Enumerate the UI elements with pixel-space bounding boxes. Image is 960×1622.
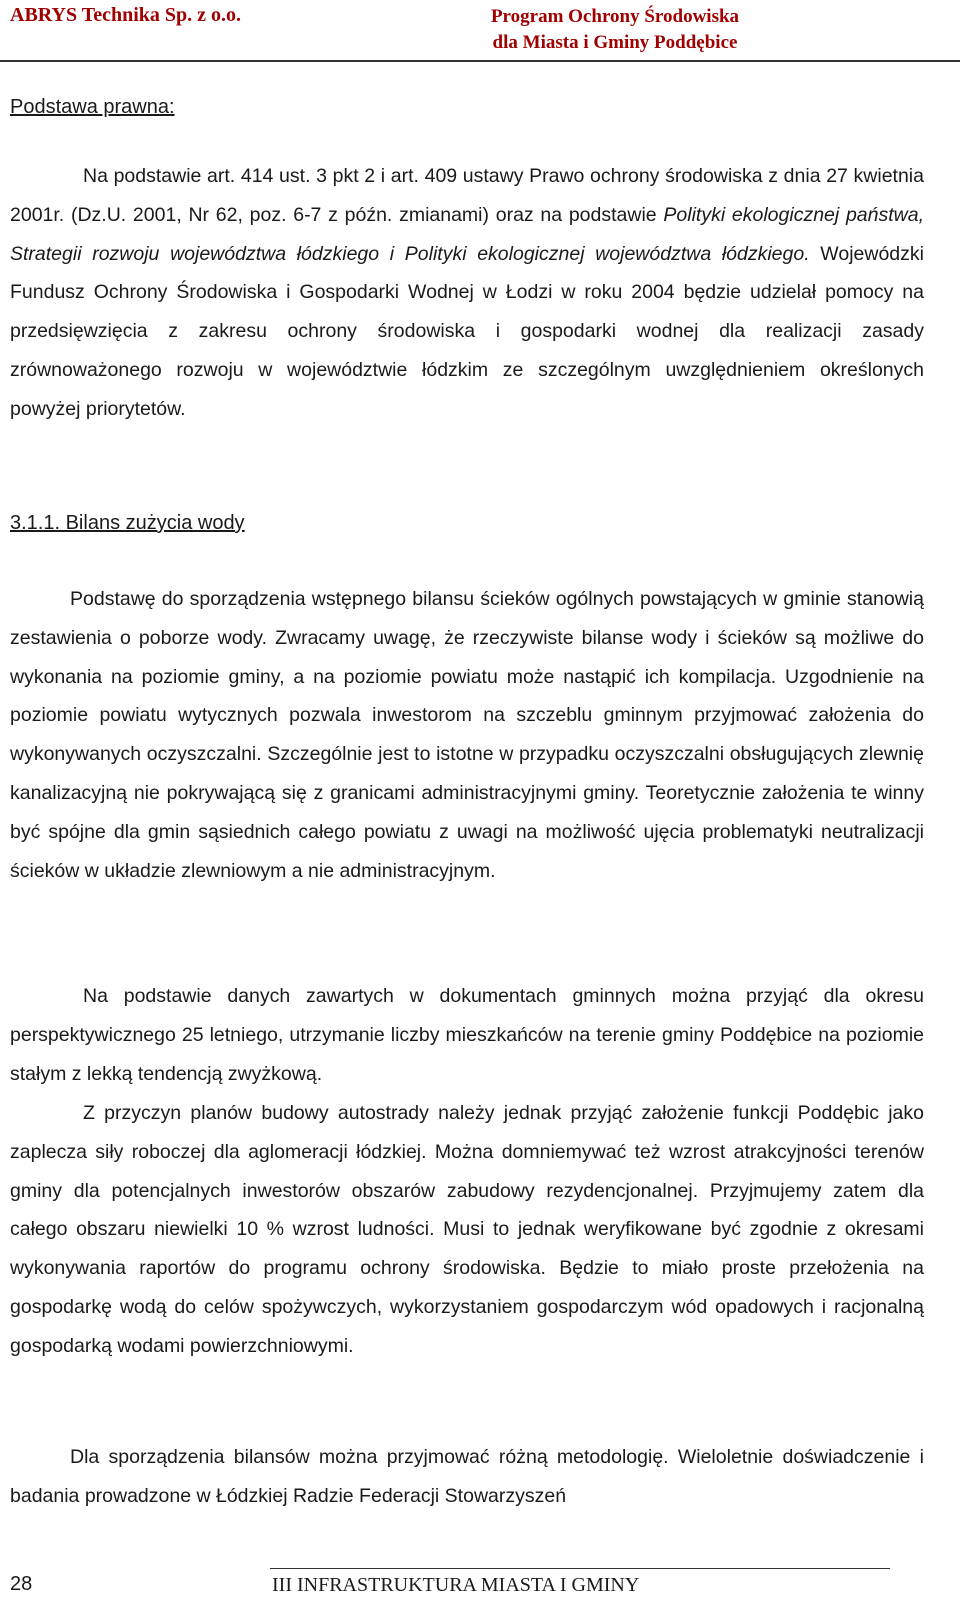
paragraph-legal-basis xyxy=(10,157,924,429)
program-title-line2: dla Miasta i Gminy Poddębice xyxy=(492,32,738,53)
program-title-line1: Program Ochrony Środowiska xyxy=(490,6,740,27)
paragraph-legal-basis-start: Na podstawie art. 414 ust. 3 pkt 2 i art. 409 ustawy Prawo ochrony środowiska z dnia 27 kwietnia 2001r. (Dz.U. 2001, Nr 62, poz. 6-7 z późn. zmianami) oraz na podstawie xyxy=(10,165,924,226)
paragraph-population: Na podstawie danych zawartych w dokumentach gminnych można przyjąć dla okresu perspektywicznego 25 letniego, utrzymanie liczby mieszkańców na terenie gminy Poddębice na poziomie stałym z lekką tendencją zwyżkową. xyxy=(10,985,924,1085)
paragraph-water-balance: Podstawę do sporządzenia wstępnego bilansu ścieków ogólnych powstających w gminie stanowią zestawienia o poborze wody. Zwracamy uwagę, że rzeczywiste bilanse wody i ścieków są możliwe do wykonania na poziomie gminy, a na poziomie powiatu może nastąpić ich kompilacja. Uzgodnienie na poziomie powiatu wytycznych pozwala inwestorom na szczeblu gminnym przyjmować założenia do wykonywanych oczyszczalni. Szczególnie jest to istotne w przypadku oczyszczalni obsługujących zlewnię kanalizacyjną nie pokrywającą się z granicami administracyjnymi gminy. Teoretycznie założenia te winny być spójne dla gmin sąsiednich całego powiatu z uwagi na możliwość ujęcia problematyki neutralizacji ścieków w układzie zlewniowym a nie administracyjnym. xyxy=(10,588,924,882)
paragraph-methodology: Dla sporządzenia bilansów można przyjmować różną metodologię. Wieloletnie doświadczenie i badania prowadzone w Łódzkiej Radzie Federacji Stowarzyszeń xyxy=(10,1446,924,1507)
company-name: ABRYS Technika Sp. z o.o. xyxy=(10,4,242,26)
section-label: Podstawa prawna: xyxy=(10,96,175,118)
paragraph-legal-basis-italic: Polityki ekologicznej państwa, Strategii rozwoju województwa łódzkiego i Polityki ekologicznej województwa łódzkiego. xyxy=(10,203,924,265)
paragraph-highway: Z przyczyn planów budowy autostrady należy jednak przyjąć założenie funkcji Poddębic jako zaplecza siły roboczej dla aglomeracji łódzkiej. Można domniemywać też wzrost atrakcyjności terenów gminy dla potencjalnych inwestorów obszarów zabudowy rezydencjonalnej. Przyjmujemy zatem dla całego obszaru niewielki 10 % wzrost ludności. Musi to jednak weryfikowane być zgodnie z okresami wykonywania raportów do programu ochrony środowiska. Będzie to miało proste przełożenia na gospodarkę wodą do celów spożywczych, wykorzystaniem gospodarczym wód opadowych i racjonalną gospodarką wodami powierzchniowymi. xyxy=(10,1102,924,1357)
footer-chapter-title: III INFRASTRUKTURA MIASTA I GMINY xyxy=(272,1574,640,1596)
program-title xyxy=(470,4,760,56)
header-rule xyxy=(0,60,960,62)
subsection-heading: 3.1.1. Bilans zużycia wody xyxy=(10,512,245,534)
paragraph-legal-basis-end: Wojewódzki Fundusz Ochrony Środowiska i Gospodarki Wodnej w Łodzi w roku 2004 będzie udzielał pomocy na przedsięwzięcia z zakresu ochrony środowiska i gospodarki wodnej dla realizacji zasady zrównoważonego rozwoju w województwie łódzkim ze szczególnym uwzględnieniem określonych powyżej priorytetów. xyxy=(10,242,924,420)
page-number: 28 xyxy=(10,1573,33,1595)
footer-rule xyxy=(270,1568,890,1569)
